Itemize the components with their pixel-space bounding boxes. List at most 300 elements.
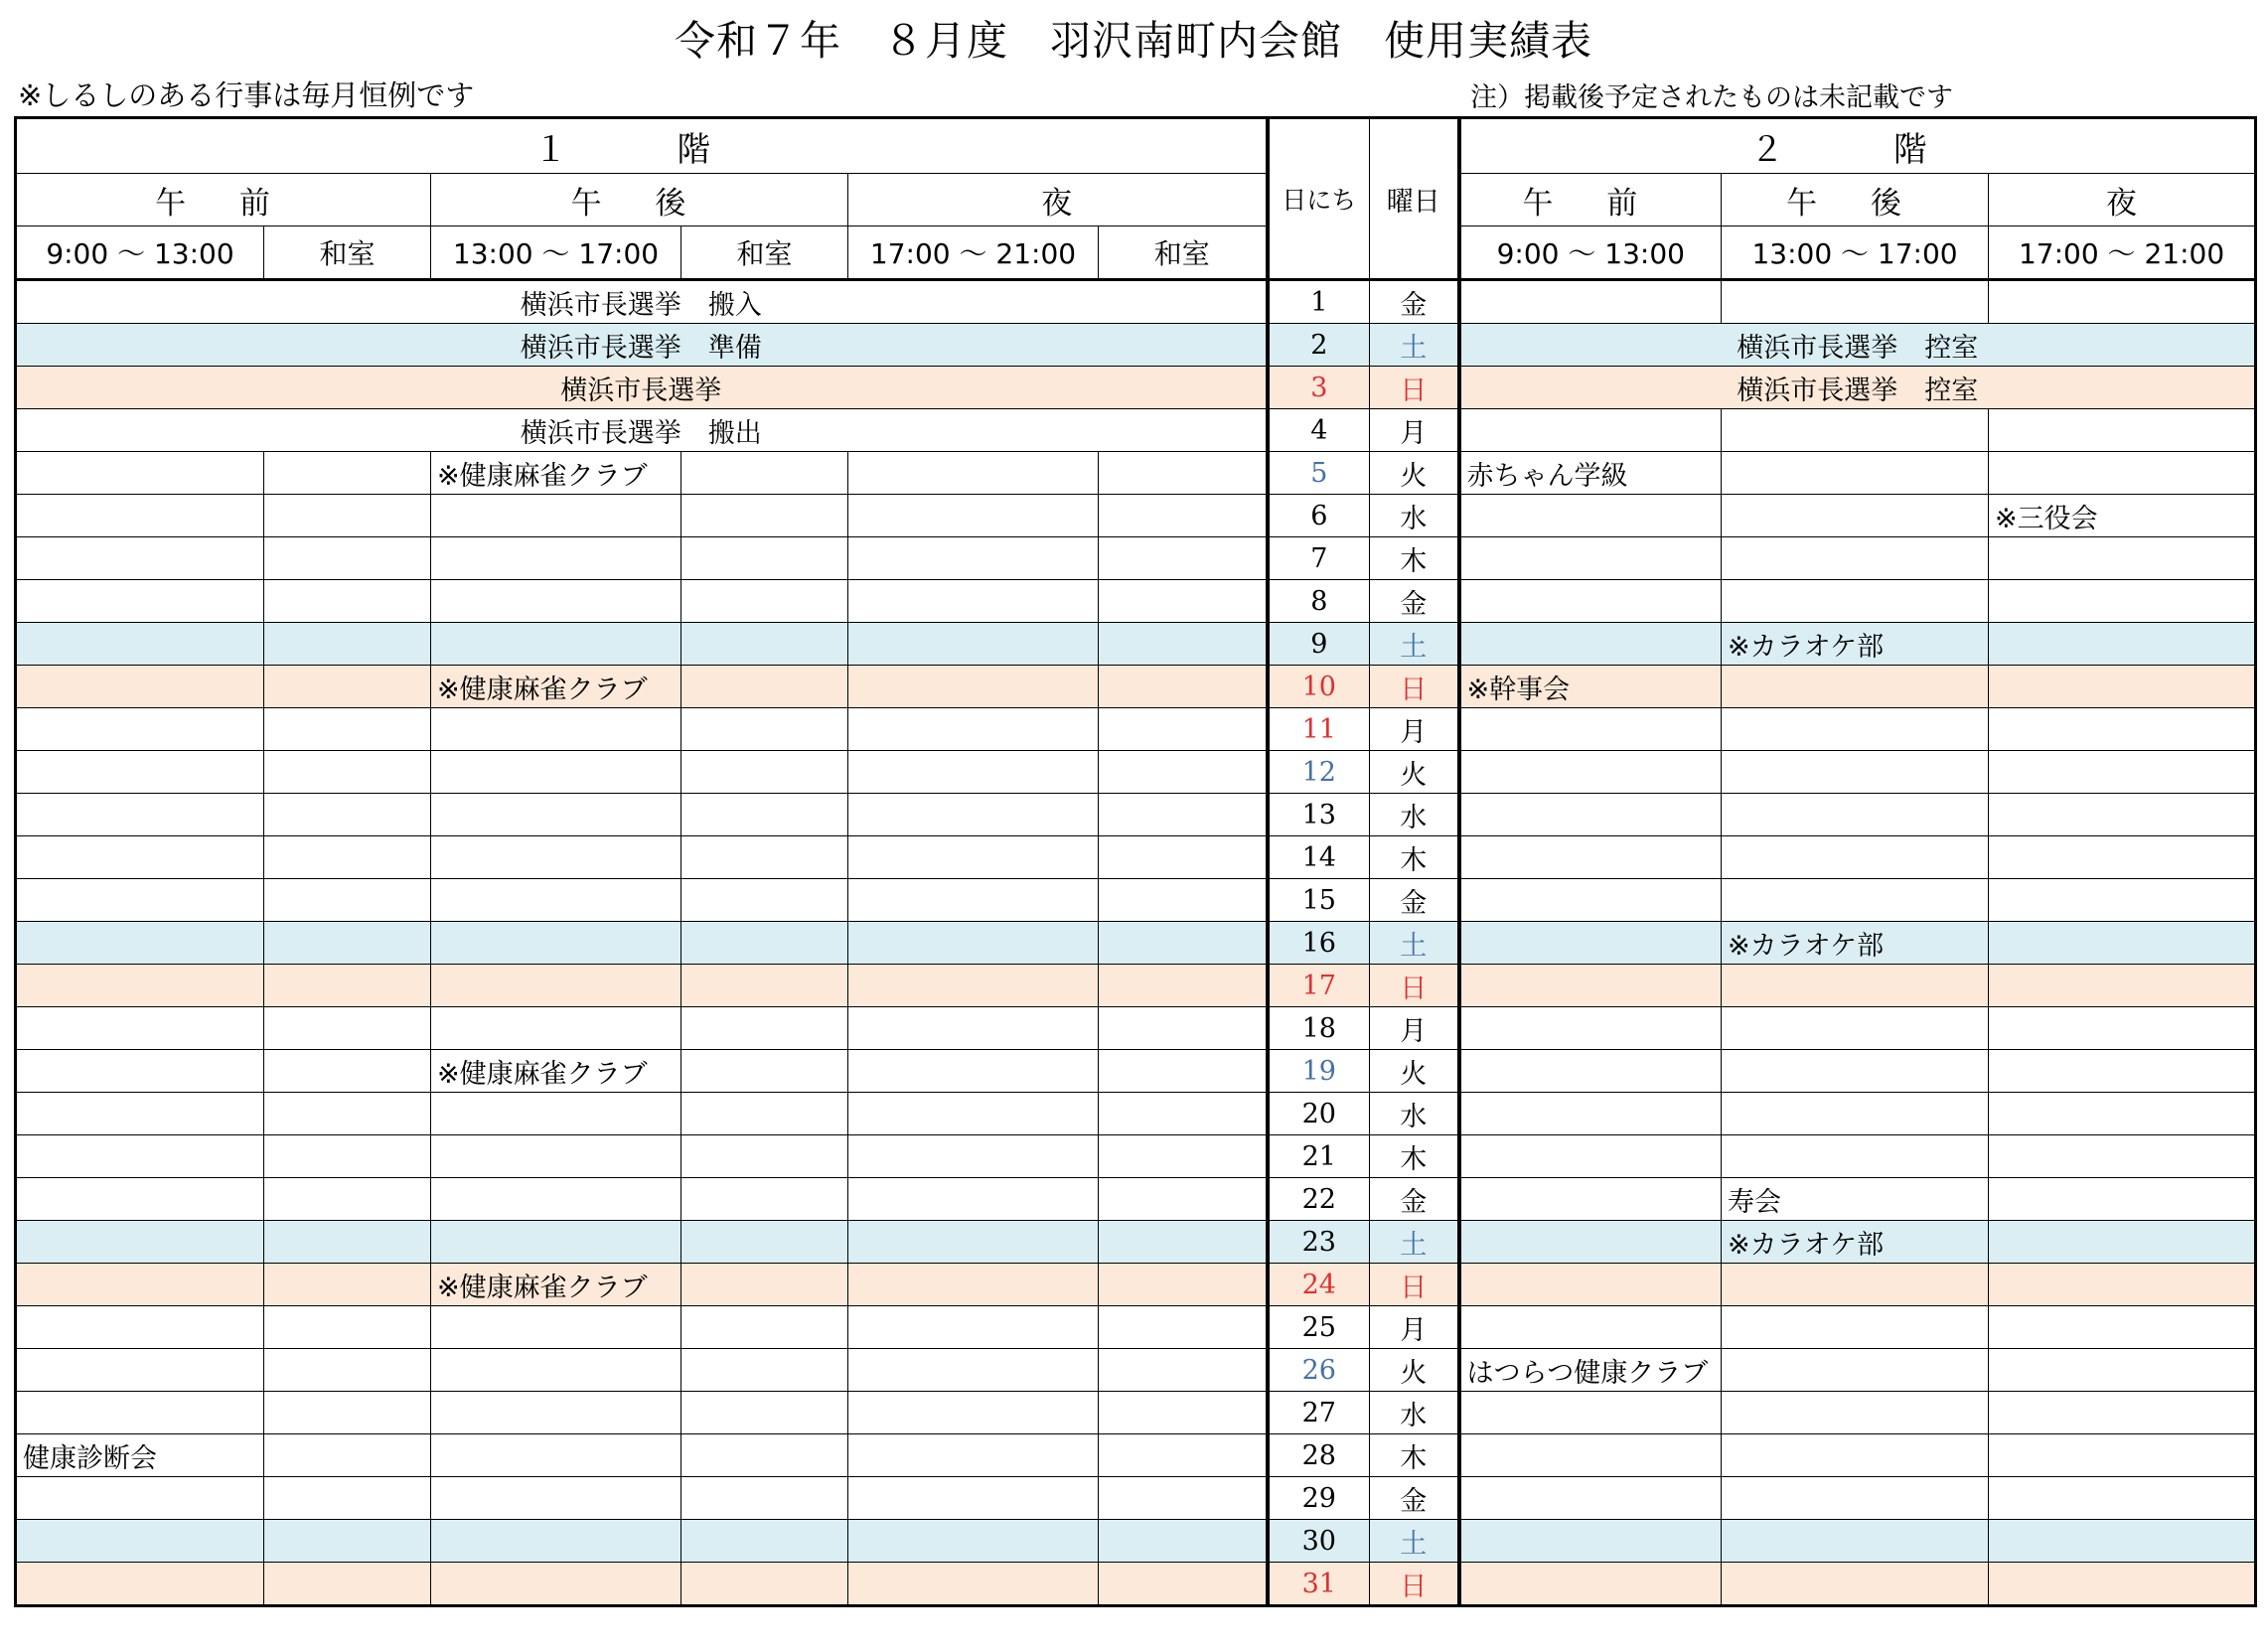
floor1-am-cell xyxy=(16,794,264,836)
floor2-am-cell xyxy=(1459,623,1722,666)
table-row xyxy=(16,1264,2256,1306)
floor1-pm-cell xyxy=(431,1392,681,1434)
usage-table-wrapper xyxy=(14,116,2257,1607)
table-row xyxy=(16,666,2256,708)
floor1-night-cell xyxy=(848,1007,1099,1050)
floor1-pm-cell xyxy=(431,879,681,922)
floor1-pm-washitsu-cell xyxy=(681,1093,848,1135)
floor2-night-cell xyxy=(1989,1306,2256,1349)
day-number: 8 xyxy=(1268,580,1370,623)
day-number: 14 xyxy=(1268,836,1370,879)
floor2-night-cell xyxy=(1989,1392,2256,1434)
floor1-pm-cell xyxy=(431,922,681,965)
floor2-pm-cell xyxy=(1722,1306,1989,1349)
floor2-night-cell xyxy=(1989,623,2256,666)
floor1-pm-cell xyxy=(431,623,681,666)
floor1-night-washitsu-cell xyxy=(1099,623,1268,666)
floor2-night-cell xyxy=(1989,879,2256,922)
floor1-am-washitsu-cell xyxy=(264,580,431,623)
floor1-am-washitsu-cell xyxy=(264,495,431,537)
day-number: 21 xyxy=(1268,1135,1370,1178)
floor1-pm-washitsu-cell xyxy=(681,879,848,922)
floor2-am-cell xyxy=(1459,580,1722,623)
floor2-am-cell xyxy=(1459,1520,1722,1563)
unlisted-note: 注）掲載後予定されたものは未記載です xyxy=(1470,82,1953,113)
floor1-am-cell xyxy=(16,1050,264,1093)
weekday: 木 xyxy=(1370,1135,1459,1178)
floor1-pm-washitsu-cell xyxy=(681,1349,848,1392)
day-number: 25 xyxy=(1268,1306,1370,1349)
floor2-night-cell xyxy=(1989,708,2256,751)
floor2-pm-cell xyxy=(1722,409,1989,452)
weekday: 火 xyxy=(1370,452,1459,495)
floor2-pm-cell xyxy=(1722,836,1989,879)
table-row xyxy=(16,367,2256,409)
weekday: 金 xyxy=(1370,1178,1459,1221)
weekday: 月 xyxy=(1370,1007,1459,1050)
floor1-pm-cell: ※健康麻雀クラブ xyxy=(431,666,681,708)
floor2-pm-cell xyxy=(1722,708,1989,751)
floor2-am-cell: ※幹事会 xyxy=(1459,666,1722,708)
table-row xyxy=(16,1520,2256,1563)
floor1-night-washitsu-cell xyxy=(1099,1050,1268,1093)
table-row xyxy=(16,922,2256,965)
floor1-am-cell xyxy=(16,580,264,623)
table-row xyxy=(16,1477,2256,1520)
floor1-pm-cell xyxy=(431,965,681,1007)
floor1-pm-cell: ※健康麻雀クラブ xyxy=(431,1264,681,1306)
day-number: 30 xyxy=(1268,1520,1370,1563)
day-number: 6 xyxy=(1268,495,1370,537)
floor1-night-cell xyxy=(848,580,1099,623)
floor1-am-cell xyxy=(16,836,264,879)
floor2-fullday-event: 横浜市長選挙 控室 xyxy=(1459,367,2256,409)
floor1-am-washitsu-cell xyxy=(264,1306,431,1349)
floor2-night-cell xyxy=(1989,1007,2256,1050)
floor1-pm-cell xyxy=(431,495,681,537)
floor1-night-washitsu-cell xyxy=(1099,537,1268,580)
floor1-am-washitsu-cell xyxy=(264,1264,431,1306)
floor1-night-washitsu-cell xyxy=(1099,1221,1268,1264)
table-row xyxy=(16,623,2256,666)
floor2-pm-cell xyxy=(1722,1477,1989,1520)
floor2-pm-cell: ※カラオケ部 xyxy=(1722,623,1989,666)
floor2-pm-cell xyxy=(1722,794,1989,836)
floor1-am-cell xyxy=(16,1306,264,1349)
recurring-note: ※しるしのある行事は毎月恒例です xyxy=(18,78,475,112)
table-row xyxy=(16,751,2256,794)
floor1-am-cell xyxy=(16,666,264,708)
floor2-am-cell xyxy=(1459,1563,1722,1606)
weekday: 木 xyxy=(1370,1434,1459,1477)
floor2-pm-cell xyxy=(1722,1349,1989,1392)
floor1-am-washitsu-cell xyxy=(264,1221,431,1264)
floor2-pm-cell: ※カラオケ部 xyxy=(1722,922,1989,965)
floor1-night-header: 夜 xyxy=(848,174,1268,226)
weekday: 火 xyxy=(1370,1050,1459,1093)
floor1-am-cell xyxy=(16,452,264,495)
floor1-am-washitsu-cell xyxy=(264,1520,431,1563)
floor1-am-cell xyxy=(16,537,264,580)
floor1-am-header: 午 前 xyxy=(16,174,431,226)
floor1-pm-washitsu-cell xyxy=(681,1306,848,1349)
floor1-am-cell xyxy=(16,1349,264,1392)
floor2-night-time: 17:00 ～ 21:00 xyxy=(1989,226,2256,280)
weekday: 水 xyxy=(1370,1093,1459,1135)
floor1-pm-cell xyxy=(431,1178,681,1221)
weekday: 木 xyxy=(1370,836,1459,879)
floor1-am-cell xyxy=(16,965,264,1007)
floor1-night-washitsu-cell xyxy=(1099,1520,1268,1563)
floor1-am-washitsu-header: 和室 xyxy=(264,226,431,280)
usage-table xyxy=(14,116,2257,1607)
floor1-night-cell xyxy=(848,794,1099,836)
weekday: 土 xyxy=(1370,1520,1459,1563)
day-number: 11 xyxy=(1268,708,1370,751)
page-title: 令和７年 ８月度 羽沢南町内会館 使用実績表 xyxy=(675,17,1592,65)
day-number: 1 xyxy=(1268,280,1370,324)
floor1-pm-washitsu-cell xyxy=(681,1392,848,1434)
floor1-am-washitsu-cell xyxy=(264,965,431,1007)
table-row xyxy=(16,452,2256,495)
floor2-night-cell xyxy=(1989,1563,2256,1606)
floor2-am-cell xyxy=(1459,1264,1722,1306)
floor1-pm-washitsu-cell xyxy=(681,1520,848,1563)
day-number: 17 xyxy=(1268,965,1370,1007)
floor1-am-washitsu-cell xyxy=(264,836,431,879)
floor1-pm-cell xyxy=(431,1306,681,1349)
day-number: 26 xyxy=(1268,1349,1370,1392)
floor1-night-washitsu-cell xyxy=(1099,1093,1268,1135)
floor1-night-cell xyxy=(848,836,1099,879)
floor1-pm-cell xyxy=(431,1007,681,1050)
floor2-header: ２ 階 xyxy=(1459,118,2256,174)
floor1-am-washitsu-cell xyxy=(264,452,431,495)
day-number: 5 xyxy=(1268,452,1370,495)
floor1-am-cell xyxy=(16,495,264,537)
floor2-pm-cell xyxy=(1722,1264,1989,1306)
floor2-am-header: 午 前 xyxy=(1459,174,1722,226)
floor1-night-washitsu-cell xyxy=(1099,452,1268,495)
floor1-night-cell xyxy=(848,495,1099,537)
floor2-am-cell xyxy=(1459,751,1722,794)
floor1-am-cell xyxy=(16,1178,264,1221)
day-number: 13 xyxy=(1268,794,1370,836)
floor1-pm-cell xyxy=(431,751,681,794)
floor1-fullday-event: 横浜市長選挙 搬入 xyxy=(16,280,1268,324)
day-number: 9 xyxy=(1268,623,1370,666)
weekday: 木 xyxy=(1370,537,1459,580)
floor1-am-washitsu-cell xyxy=(264,708,431,751)
floor1-am-washitsu-cell xyxy=(264,751,431,794)
floor2-am-cell xyxy=(1459,280,1722,324)
floor2-am-cell xyxy=(1459,1306,1722,1349)
floor2-am-cell: 赤ちゃん学級 xyxy=(1459,452,1722,495)
floor2-am-cell xyxy=(1459,537,1722,580)
floor1-pm-cell xyxy=(431,836,681,879)
floor1-night-washitsu-cell xyxy=(1099,965,1268,1007)
floor1-night-washitsu-cell xyxy=(1099,495,1268,537)
floor1-pm-washitsu-cell xyxy=(681,1221,848,1264)
floor1-am-cell xyxy=(16,1264,264,1306)
day-number: 19 xyxy=(1268,1050,1370,1093)
floor2-pm-cell xyxy=(1722,1563,1989,1606)
weekday: 金 xyxy=(1370,580,1459,623)
floor1-night-cell xyxy=(848,1434,1099,1477)
floor1-pm-washitsu-cell xyxy=(681,708,848,751)
table-row xyxy=(16,836,2256,879)
floor2-pm-cell xyxy=(1722,879,1989,922)
floor1-am-washitsu-cell xyxy=(264,666,431,708)
floor1-night-washitsu-header: 和室 xyxy=(1099,226,1268,280)
floor1-pm-washitsu-cell xyxy=(681,1477,848,1520)
floor1-night-cell xyxy=(848,1520,1099,1563)
floor2-am-cell xyxy=(1459,1221,1722,1264)
floor1-pm-cell xyxy=(431,537,681,580)
floor2-am-cell xyxy=(1459,879,1722,922)
floor1-am-cell: 健康診断会 xyxy=(16,1434,264,1477)
floor2-night-cell xyxy=(1989,666,2256,708)
table-row xyxy=(16,1563,2256,1606)
day-number: 29 xyxy=(1268,1477,1370,1520)
floor2-night-cell xyxy=(1989,280,2256,324)
floor2-night-cell xyxy=(1989,751,2256,794)
floor1-pm-cell xyxy=(431,708,681,751)
floor2-pm-cell xyxy=(1722,1093,1989,1135)
floor2-pm-cell: 寿会 xyxy=(1722,1178,1989,1221)
floor2-pm-cell xyxy=(1722,280,1989,324)
floor1-am-washitsu-cell xyxy=(264,1093,431,1135)
table-row xyxy=(16,1135,2256,1178)
day-number: 28 xyxy=(1268,1434,1370,1477)
day-number: 24 xyxy=(1268,1264,1370,1306)
weekday: 日 xyxy=(1370,666,1459,708)
floor1-pm-washitsu-cell xyxy=(681,495,848,537)
floor1-am-cell xyxy=(16,751,264,794)
floor2-am-cell xyxy=(1459,965,1722,1007)
day-number: 10 xyxy=(1268,666,1370,708)
floor2-am-cell xyxy=(1459,922,1722,965)
floor2-am-cell xyxy=(1459,409,1722,452)
floor1-pm-washitsu-cell xyxy=(681,922,848,965)
floor1-night-washitsu-cell xyxy=(1099,1563,1268,1606)
table-row xyxy=(16,1392,2256,1434)
table-row xyxy=(16,580,2256,623)
floor1-am-washitsu-cell xyxy=(264,1392,431,1434)
floor2-am-time: 9:00 ～ 13:00 xyxy=(1459,226,1722,280)
floor2-pm-cell xyxy=(1722,1007,1989,1050)
floor2-night-cell xyxy=(1989,794,2256,836)
floor2-night-cell xyxy=(1989,1093,2256,1135)
floor1-pm-washitsu-cell xyxy=(681,1178,848,1221)
floor1-night-washitsu-cell xyxy=(1099,666,1268,708)
floor2-night-cell xyxy=(1989,836,2256,879)
floor1-pm-washitsu-cell xyxy=(681,1050,848,1093)
floor2-pm-cell xyxy=(1722,495,1989,537)
floor1-am-time: 9:00 ～ 13:00 xyxy=(16,226,264,280)
floor1-am-cell xyxy=(16,879,264,922)
table-row xyxy=(16,879,2256,922)
floor1-fullday-event: 横浜市長選挙 搬出 xyxy=(16,409,1268,452)
weekday: 日 xyxy=(1370,1563,1459,1606)
floor1-pm-cell xyxy=(431,580,681,623)
floor2-night-cell xyxy=(1989,409,2256,452)
floor1-am-cell xyxy=(16,1392,264,1434)
weekday: 月 xyxy=(1370,708,1459,751)
floor1-night-cell xyxy=(848,922,1099,965)
floor1-pm-cell: ※健康麻雀クラブ xyxy=(431,452,681,495)
table-row xyxy=(16,708,2256,751)
table-row xyxy=(16,1178,2256,1221)
floor1-pm-washitsu-cell xyxy=(681,1135,848,1178)
table-row xyxy=(16,1349,2256,1392)
floor2-am-cell xyxy=(1459,1093,1722,1135)
table-row xyxy=(16,965,2256,1007)
floor1-night-cell xyxy=(848,1349,1099,1392)
floor1-night-washitsu-cell xyxy=(1099,836,1268,879)
floor2-pm-cell xyxy=(1722,1135,1989,1178)
floor1-night-washitsu-cell xyxy=(1099,1007,1268,1050)
floor1-am-washitsu-cell xyxy=(264,623,431,666)
floor2-pm-cell xyxy=(1722,1392,1989,1434)
floor2-night-cell xyxy=(1989,1520,2256,1563)
day-number: 20 xyxy=(1268,1093,1370,1135)
weekday: 水 xyxy=(1370,495,1459,537)
floor1-night-washitsu-cell xyxy=(1099,794,1268,836)
floor1-night-washitsu-cell xyxy=(1099,1477,1268,1520)
floor1-night-cell xyxy=(848,879,1099,922)
floor1-night-cell xyxy=(848,751,1099,794)
floor1-pm-washitsu-cell xyxy=(681,452,848,495)
day-number: 4 xyxy=(1268,409,1370,452)
floor1-night-cell xyxy=(848,965,1099,1007)
floor1-pm-cell xyxy=(431,1221,681,1264)
table-row xyxy=(16,1306,2256,1349)
floor1-fullday-event: 横浜市長選挙 xyxy=(16,367,1268,409)
floor1-am-cell xyxy=(16,1007,264,1050)
floor1-pm-washitsu-cell xyxy=(681,537,848,580)
floor1-pm-washitsu-cell xyxy=(681,965,848,1007)
table-row xyxy=(16,537,2256,580)
floor1-am-cell xyxy=(16,1477,264,1520)
floor2-pm-cell xyxy=(1722,1434,1989,1477)
floor1-night-washitsu-cell xyxy=(1099,1306,1268,1349)
floor1-pm-washitsu-cell xyxy=(681,1563,848,1606)
floor1-night-washitsu-cell xyxy=(1099,708,1268,751)
floor1-night-cell xyxy=(848,708,1099,751)
floor2-night-cell xyxy=(1989,965,2256,1007)
floor2-pm-header: 午 後 xyxy=(1722,174,1989,226)
floor1-pm-washitsu-cell xyxy=(681,666,848,708)
floor2-night-cell xyxy=(1989,1221,2256,1264)
floor1-night-cell xyxy=(848,537,1099,580)
floor1-pm-time: 13:00 ～ 17:00 xyxy=(431,226,681,280)
floor1-am-washitsu-cell xyxy=(264,1349,431,1392)
floor2-night-cell: ※三役会 xyxy=(1989,495,2256,537)
floor2-pm-cell xyxy=(1722,537,1989,580)
floor1-night-cell xyxy=(848,1050,1099,1093)
weekday: 土 xyxy=(1370,1221,1459,1264)
floor2-am-cell xyxy=(1459,495,1722,537)
floor1-night-time: 17:00 ～ 21:00 xyxy=(848,226,1099,280)
floor2-am-cell xyxy=(1459,794,1722,836)
floor1-night-cell xyxy=(848,1135,1099,1178)
floor1-night-cell xyxy=(848,1221,1099,1264)
floor1-night-cell xyxy=(848,666,1099,708)
floor1-am-washitsu-cell xyxy=(264,1178,431,1221)
floor1-night-cell xyxy=(848,1306,1099,1349)
day-number: 12 xyxy=(1268,751,1370,794)
floor1-night-cell xyxy=(848,1093,1099,1135)
floor2-pm-cell xyxy=(1722,965,1989,1007)
floor1-night-cell xyxy=(848,452,1099,495)
floor2-pm-cell xyxy=(1722,751,1989,794)
floor1-night-cell xyxy=(848,1178,1099,1221)
floor1-pm-washitsu-cell xyxy=(681,623,848,666)
floor1-pm-cell xyxy=(431,1349,681,1392)
floor1-pm-washitsu-cell xyxy=(681,794,848,836)
floor1-am-washitsu-cell xyxy=(264,879,431,922)
floor1-night-washitsu-cell xyxy=(1099,1434,1268,1477)
floor1-night-washitsu-cell xyxy=(1099,1135,1268,1178)
table-row xyxy=(16,495,2256,537)
table-row xyxy=(16,1434,2256,1477)
table-row xyxy=(16,1093,2256,1135)
day-column-header: 日にち xyxy=(1268,118,1370,280)
weekday: 火 xyxy=(1370,1349,1459,1392)
floor2-night-cell xyxy=(1989,1178,2256,1221)
floor1-pm-cell xyxy=(431,794,681,836)
day-number: 3 xyxy=(1268,367,1370,409)
weekday: 土 xyxy=(1370,623,1459,666)
floor1-night-washitsu-cell xyxy=(1099,1264,1268,1306)
weekday: 月 xyxy=(1370,1306,1459,1349)
floor1-pm-header: 午 後 xyxy=(431,174,848,226)
floor1-fullday-event: 横浜市長選挙 準備 xyxy=(16,324,1268,367)
floor1-pm-cell xyxy=(431,1434,681,1477)
floor1-pm-cell xyxy=(431,1135,681,1178)
floor1-pm-cell xyxy=(431,1477,681,1520)
floor1-header: １ 階 xyxy=(16,118,1268,174)
floor1-pm-washitsu-cell xyxy=(681,1264,848,1306)
floor1-pm-washitsu-cell xyxy=(681,580,848,623)
weekday: 日 xyxy=(1370,367,1459,409)
table-row xyxy=(16,1221,2256,1264)
floor1-night-cell xyxy=(848,1264,1099,1306)
floor2-pm-cell xyxy=(1722,580,1989,623)
floor1-night-washitsu-cell xyxy=(1099,1178,1268,1221)
floor1-pm-washitsu-cell xyxy=(681,1434,848,1477)
floor2-am-cell xyxy=(1459,1050,1722,1093)
weekday: 水 xyxy=(1370,794,1459,836)
floor2-am-cell xyxy=(1459,1392,1722,1434)
floor1-am-cell xyxy=(16,708,264,751)
floor2-night-cell xyxy=(1989,922,2256,965)
floor2-night-cell xyxy=(1989,452,2256,495)
floor1-am-cell xyxy=(16,922,264,965)
day-number: 2 xyxy=(1268,324,1370,367)
weekday: 土 xyxy=(1370,922,1459,965)
floor1-night-washitsu-cell xyxy=(1099,879,1268,922)
floor2-am-cell xyxy=(1459,1007,1722,1050)
floor1-night-cell xyxy=(848,1477,1099,1520)
floor1-am-cell xyxy=(16,1563,264,1606)
floor2-fullday-event: 横浜市長選挙 控室 xyxy=(1459,324,2256,367)
floor1-am-cell xyxy=(16,1520,264,1563)
floor2-am-cell xyxy=(1459,1434,1722,1477)
floor2-night-cell xyxy=(1989,1477,2256,1520)
day-number: 18 xyxy=(1268,1007,1370,1050)
